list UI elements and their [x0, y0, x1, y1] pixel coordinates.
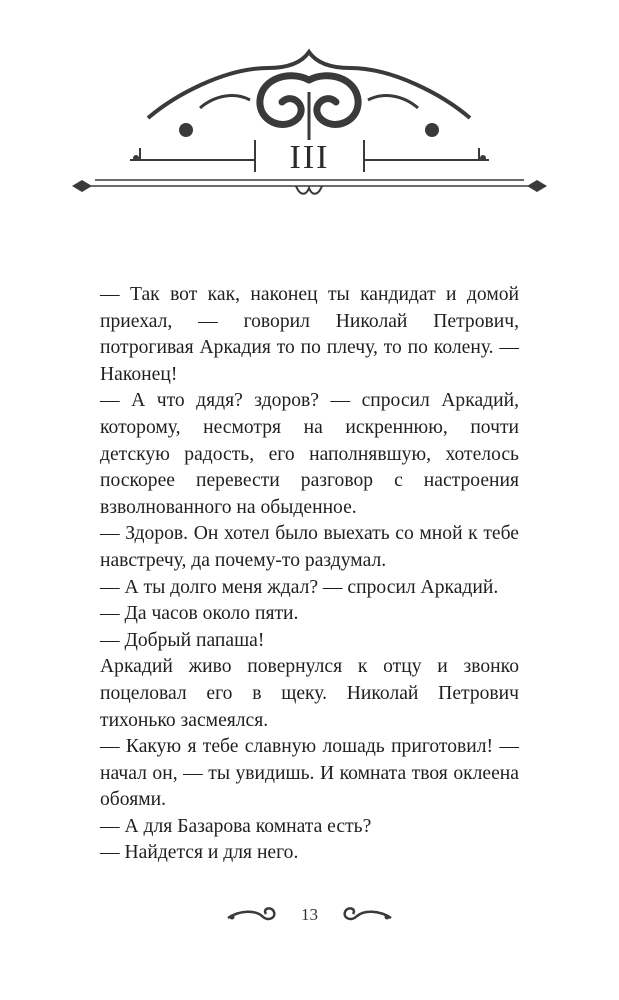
- ornament-base-rule: [82, 180, 537, 186]
- paragraph: Аркадий живо повернулся к отцу и звонко поцеловал его в щеку. Николай Петрович тихонько засмеялся.: [100, 656, 519, 731]
- paragraph: — Так вот как, наконец ты кандидат и домой приехал, — говорил Николай Петрович, потрогивая Аркадия то по плечу, то по колену. — Наконец!: [100, 284, 519, 385]
- ornament-scroll-right: [309, 76, 358, 125]
- page-number: 13: [301, 905, 318, 924]
- ornament-scroll-left: [260, 76, 309, 125]
- paragraph: — Здоров. Он хотел было выехать со мной к тебе навстречу, да почему-то раздумал.: [100, 523, 519, 571]
- paragraph: — А что дядя? здоров? — спросил Аркадий, которому, несмотря на искреннюю, почти детскую радость, его наполнявшую, хотелось поскорее перевести разговор с настроения взволнованного на обыденное.: [100, 390, 519, 518]
- body-text: [100, 282, 519, 867]
- paragraph: — Да часов около пяти.: [100, 603, 299, 625]
- chapter-number: III: [289, 139, 330, 176]
- paragraph: — Найдется и для него.: [100, 842, 299, 864]
- paragraph: — Добрый папаша!: [100, 629, 265, 651]
- paragraph: — А ты долго меня ждал? — спросил Аркадий.: [100, 576, 499, 598]
- paragraph: — А для Базарова комната есть?: [100, 815, 372, 837]
- paragraph: — Какую я тебе славную лошадь приготовил! — начал он, — ты увидишь. И комната твоя оклеена обоями.: [100, 736, 519, 811]
